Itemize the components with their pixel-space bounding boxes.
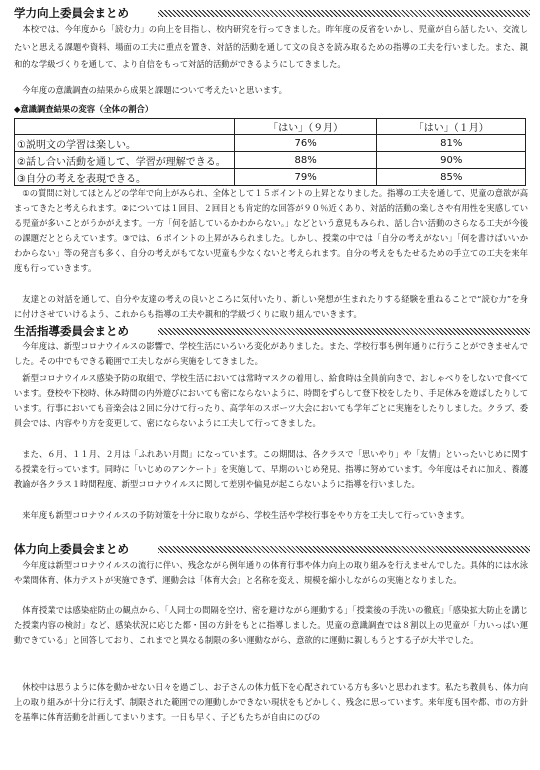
table-header-cell [15, 119, 235, 135]
section-heading-guidance [14, 324, 129, 338]
academic-intro: 本校では、今年度から「読む力」の向上を目指し、校内研究を行ってきました。昨年度の反省をいかし、児童が自ら話したい、交流したいと思える課題や資料、場面の工夫に重点を置き、対話的活動を通して文の良さを読み取るための指導の工夫を行いました。また、親和的な学級づくりを通して、より自信をもって対話的活動ができるようにしてきました。 [14, 24, 528, 69]
table-row [15, 152, 526, 169]
table-row-label: ①説明文の学習は楽しい。 [15, 135, 235, 152]
table-header-cell: 「はい」（９月） [234, 119, 377, 135]
table-cell-jan: 90% [377, 152, 526, 169]
heading-hatch-decoration [158, 10, 530, 17]
survey-heading: ◆意識調査結果の変容（全体の割合） [14, 104, 154, 114]
section-heading-academic [14, 6, 129, 20]
heading-hatch-decoration [158, 328, 530, 335]
guidance-paragraph-1: 今年度は、新型コロナウイルスの影響で、学校生活にいろいろ変化がありました。また、学校行事も例年通りに行うことができませんでした。その中でもできる範囲で工夫しながら実施をしてきました。 [14, 341, 528, 366]
guidance-paragraph-2: 新型コロナウイルス感染予防の取組で、学校生活においては常時マスクの着用し、給食時は全員前向きで、おしゃべりをしないで食べています。登校や下校時、休み時間の内外遊びにおいても密にならないように、時間をずらして登下校をしたり、手足休みを遊ばしたりしています。行事においても音楽会は２回に分けて行ったり、高学年のスポーツ大会においても学年ごとに実施をしたりしました。クラブ、委員会では、内容やり方を変更して、密にならないように工夫して行ってきました。 [14, 373, 528, 428]
table-cell-sep: 79% [234, 169, 377, 186]
table-row [15, 169, 526, 186]
academic-closing: 友達との対話を通して、自分や友達の考えの良いところに気付いたり、新しい発想が生まれたりする経験を重ねることで“読む力”を身に付けさせていけるよう、これからも指導の工夫や親和的学級づくりに取り組んでいきます。 [14, 294, 528, 319]
guidance-paragraph-4: 来年度も新型コロナウイルスの予防対策を十分に取りながら、学校生活や学校行事をやり方を工夫して行っていきます。 [22, 510, 470, 520]
section-title: 生活指導委員会まとめ [14, 324, 129, 338]
survey-table [14, 118, 526, 186]
table-cell-jan: 85% [377, 169, 526, 186]
academic-analysis: ①の質問に対してほとんどの学年で向上がみられ、全体として１５ポイントの上昇となりました。指導の工夫を通して、児童の意欲が高まってきたと考えられます。②については１回目、２回目とも肯定的な回答が９０％近くあり、対話的活動の楽しさや有用性を実感している児童が多いことがうかがえます。一方「何を話しているかわからない。」などという意見もみられ、話し合い活動のさらなる工夫が今後の課題だととらえています。③では、６ポイントの上昇がみられました。しかし、授業の中では「自分の考えがない」「何を書けばいいかわからない」等の発言も多く、自分の考えがもてない児童も少なくないと考えられます。自分の考えをもたせるための手立ての工夫を来年度も行っていきます。 [14, 188, 528, 273]
table-row-label: ③自分の考えを表現できる。 [15, 169, 235, 186]
table-cell-sep: 76% [234, 135, 377, 152]
section-heading-fitness [14, 542, 129, 556]
table-cell-jan: 81% [377, 135, 526, 152]
table-row-label: ②話し合い活動を通して、学習が理解できる。 [15, 152, 235, 169]
fitness-paragraph-3: 休校中は思うように体を動かせない日々を過ごし、お子さんの体力低下を心配されている方も多いと思われます。私たち教員も、体力向上の取り組みが十分に行えず、制限された範囲での運動しかできない現状をもどかしく、残念に思っています。来年度も国や都、市の方針を基準に体育活動を計画してまいります。一日も早く、子どもたちが自由にのびの [14, 682, 528, 722]
heading-hatch-decoration [158, 546, 530, 553]
fitness-paragraph-1: 今年度は新型コロナウイルスの流行に伴い、残念ながら例年通りの体育行事や体力向上の取り組みを行えませんでした。具体的には水泳や業間体育、体力テストが実施できず、運動会は「体育大会」と名称を変え、規模を縮小しながらの実施となりました。 [14, 560, 528, 585]
fitness-paragraph-2: 体育授業では感染症防止の観点から、「人同士の間隔を空け、密を避けながら運動する」「授業後の手洗いの徹底」「感染拡大防止を講じた授業内容の検討」など、感染状況に応じた都・国の方針をもとに指導しました。児童の意識調査では８割以上の児童が「力いっぱい運動できている」と回答しており、これまでと異なる制限の多い運動ながら、意欲的に運動に親しもうとする子が大半でした。 [14, 605, 528, 645]
section-title: 学力向上委員会まとめ [14, 6, 129, 20]
table-header-row [15, 119, 526, 135]
guidance-paragraph-3: また、６月、１１月、２月は「ふれあい月間」になっています。この期間は、各クラスで「思いやり」や「友情」といったいじめに関する授業を行っています。同時に「いじめのアンケート」を実施して、早期のいじめ発見、指導に努めています。今年度はそれに加え、養護教諭が各クラス１時間程度、新型コロナウイルスに関して差別や偏見が起こらないように指導を行いました。 [14, 449, 528, 489]
table-cell-sep: 88% [234, 152, 377, 169]
academic-intro-2: 今年度の意識調査の結果から成果と課題について考えたいと思います。 [22, 85, 287, 95]
table-header-cell: 「はい」（１月） [377, 119, 526, 135]
section-title: 体力向上委員会まとめ [14, 542, 129, 556]
table-row [15, 135, 526, 152]
